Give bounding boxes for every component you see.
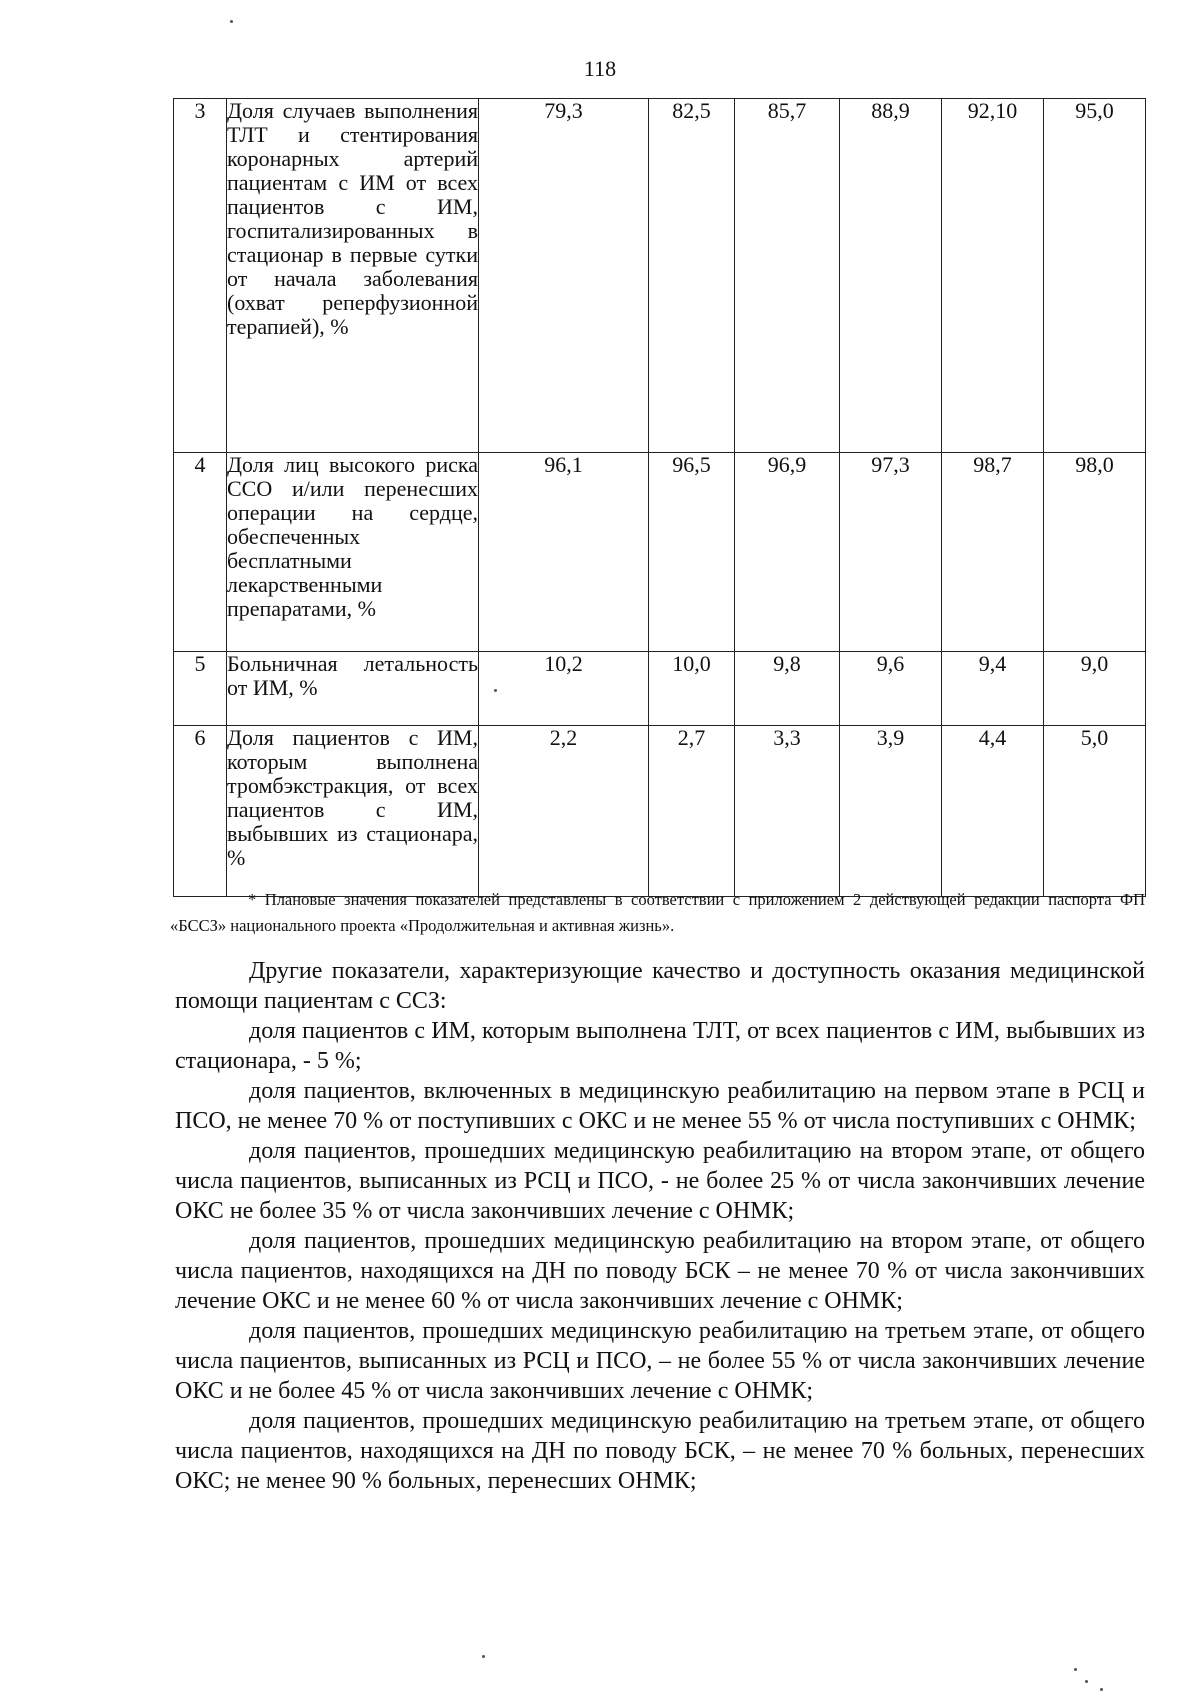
- row-number: 5: [174, 652, 227, 726]
- scan-speck: [482, 1655, 485, 1658]
- indicator-value: 10,2: [479, 652, 649, 726]
- table-footnote: [170, 887, 1145, 939]
- paragraph: доля пациентов, прошедших медицинскую реабилитацию на третьем этапе, от общего числа пациентов, выписанных из РСЦ и ПСО, – не более 55 % от числа закончивших лечение ОКС и не более 45 % от числа закончивших лечение с ОНМК;: [175, 1318, 1145, 1404]
- indicator-value: 9,8: [735, 652, 840, 726]
- indicator-value: 2,7: [649, 726, 735, 897]
- table-row: [174, 726, 1146, 897]
- indicator-value: 97,3: [840, 453, 942, 652]
- indicator-value: 4,4: [942, 726, 1044, 897]
- paragraph: Другие показатели, характеризующие качество и доступность оказания медицинской помощи пациентам с ССЗ:: [175, 958, 1145, 1014]
- indicator-value: 98,7: [942, 453, 1044, 652]
- table-row: [174, 99, 1146, 453]
- indicator-value: 3,9: [840, 726, 942, 897]
- indicator-value: 5,0: [1044, 726, 1146, 897]
- indicator-value: 3,3: [735, 726, 840, 897]
- table-row: [174, 652, 1146, 726]
- indicator-value: 96,9: [735, 453, 840, 652]
- indicator-name: Доля пациентов с ИМ, которым выполнена тромбэкстракция, от всех пациентов с ИМ, выбывших из стационара, %: [227, 726, 479, 897]
- indicator-name: Доля случаев выполнения ТЛТ и стентирования коронарных артерий пациентам с ИМ от всех пациентов с ИМ, госпитализированных в стационар в первые сутки от начала заболевания (охват реперфузионной терапией), %: [227, 99, 479, 453]
- scan-speck: [494, 689, 497, 692]
- indicator-value: 2,2: [479, 726, 649, 897]
- indicator-value: 9,6: [840, 652, 942, 726]
- indicator-value: 92,10: [942, 99, 1044, 453]
- indicator-value: 96,1: [479, 453, 649, 652]
- paragraph: доля пациентов, включенных в медицинскую реабилитацию на первом этапе в РСЦ и ПСО, не менее 70 % от поступивших с ОКС и не менее 55 % от числа поступивших с ОНМК;: [175, 1078, 1145, 1134]
- row-number: 6: [174, 726, 227, 897]
- paragraph: доля пациентов с ИМ, которым выполнена ТЛТ, от всех пациентов с ИМ, выбывших из стационара, - 5 %;: [175, 1018, 1145, 1074]
- indicator-name: Доля лиц высокого риска ССО и/или перенесших операции на сердце, обеспеченных бесплатными лекарственными препаратами, %: [227, 453, 479, 652]
- indicator-value: 96,5: [649, 453, 735, 652]
- page-number: 118: [583, 56, 617, 81]
- paragraph: доля пациентов, прошедших медицинскую реабилитацию на третьем этапе, от общего числа пациентов, находящихся на ДН по поводу БСК, – не менее 70 % больных, перенесших ОКС; не менее 90 % больных, перенесших ОНМК;: [175, 1408, 1145, 1494]
- row-number: 4: [174, 453, 227, 652]
- indicators-table: [173, 98, 1146, 897]
- paragraph: доля пациентов, прошедших медицинскую реабилитацию на втором этапе, от общего числа пациентов, выписанных из РСЦ и ПСО, - не более 25 % от числа закончивших лечение ОКС не более 35 % от числа закончивших лечение с ОНМК;: [175, 1138, 1145, 1224]
- indicator-value: 98,0: [1044, 453, 1146, 652]
- indicator-value: 85,7: [735, 99, 840, 453]
- body-text: [175, 956, 1145, 1496]
- indicator-value: 9,4: [942, 652, 1044, 726]
- indicator-name: Больничная летальность от ИМ, %: [227, 652, 479, 726]
- scan-speck: [230, 20, 233, 23]
- scan-speck: [1085, 1680, 1088, 1683]
- scan-speck: [1074, 1668, 1077, 1671]
- row-number: 3: [174, 99, 227, 453]
- indicator-value: 79,3: [479, 99, 649, 453]
- scan-speck: [1100, 1688, 1103, 1691]
- indicator-value: 9,0: [1044, 652, 1146, 726]
- table-row: [174, 453, 1146, 652]
- indicator-value: 82,5: [649, 99, 735, 453]
- indicator-value: 88,9: [840, 99, 942, 453]
- indicator-value: 10,0: [649, 652, 735, 726]
- indicator-value: 95,0: [1044, 99, 1146, 453]
- paragraph: доля пациентов, прошедших медицинскую реабилитацию на втором этапе, от общего числа пациентов, находящихся на ДН по поводу БСК – не менее 70 % от числа закончивших лечение ОКС и не менее 60 % от числа закончивших лечение с ОНМК;: [175, 1228, 1145, 1314]
- footnote-text: * Плановые значения показателей представлены в соответствии с приложением 2 действующей редакции паспорта ФП «БССЗ» национального проекта «Продолжительная и активная жизнь».: [170, 890, 1145, 935]
